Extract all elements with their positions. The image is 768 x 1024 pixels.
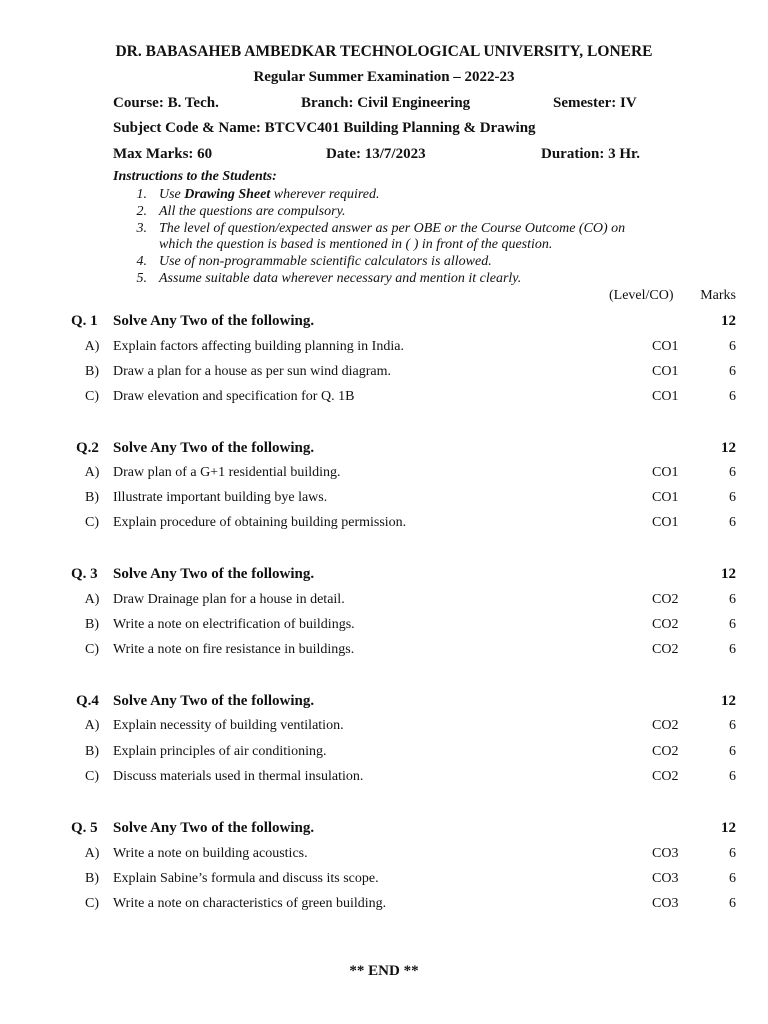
- question-number: Q. 3: [71, 566, 98, 582]
- duration-label: Duration: 3 Hr.: [541, 146, 641, 162]
- instructions-heading: Instructions to the Students:: [113, 169, 277, 184]
- sub-question-co: CO1: [652, 515, 679, 530]
- question-marks: 12: [721, 440, 736, 456]
- sub-question-marks: 6: [729, 642, 736, 657]
- sub-question-label: C): [85, 769, 99, 784]
- sub-question-text: Write a note on characteristics of green building.: [113, 896, 387, 911]
- sub-question-co: CO3: [652, 871, 679, 886]
- sub-question-marks: 6: [729, 490, 736, 505]
- sub-question-marks: 6: [729, 769, 736, 784]
- sub-question-co: CO2: [652, 718, 679, 733]
- sub-question-marks: 6: [729, 896, 736, 911]
- sub-question-co: CO1: [652, 465, 679, 480]
- sub-question-co: CO1: [652, 364, 679, 379]
- sub-question-label: A): [84, 846, 100, 861]
- sub-question-label: C): [85, 642, 99, 657]
- sub-question-label: B): [85, 364, 99, 379]
- sub-question-marks: 6: [729, 465, 736, 480]
- sub-question-text: Draw Drainage plan for a house in detail.: [113, 592, 345, 607]
- sub-question-text: Explain procedure of obtaining building permission.: [113, 515, 407, 530]
- sub-question-marks: 6: [729, 339, 736, 354]
- instruction-item: The level of question/expected answer as per OBE or the Course Outcome (CO) on: [159, 221, 626, 236]
- question-number: Q. 5: [71, 820, 98, 836]
- sub-question-marks: 6: [729, 592, 736, 607]
- question-marks: 12: [721, 820, 736, 836]
- sub-question-marks: 6: [729, 515, 736, 530]
- branch-label: Branch: Civil Engineering: [301, 95, 471, 111]
- sub-question-label: B): [85, 490, 99, 505]
- question-marks: 12: [721, 566, 736, 582]
- question-marks: 12: [721, 313, 736, 329]
- instruction-item: Use Drawing Sheet wherever required.: [159, 187, 380, 202]
- sub-question-co: CO2: [652, 642, 679, 657]
- date-label: Date: 13/7/2023: [326, 146, 426, 162]
- sub-question-marks: 6: [729, 871, 736, 886]
- instruction-number: 4.: [136, 254, 147, 269]
- instruction-item: Use of non-programmable scientific calculators is allowed.: [159, 254, 492, 269]
- sub-question-label: A): [84, 718, 100, 733]
- sub-question-co: CO2: [652, 744, 679, 759]
- sub-question-label: C): [85, 515, 99, 530]
- sub-question-text: Draw a plan for a house as per sun wind diagram.: [113, 364, 391, 379]
- question-marks: 12: [721, 693, 736, 709]
- instruction-number: 1.: [136, 187, 147, 202]
- sub-question-label: A): [84, 465, 100, 480]
- question-title: Solve Any Two of the following.: [113, 440, 315, 456]
- sub-question-text: Draw elevation and specification for Q. 1B: [113, 389, 355, 404]
- sub-question-label: A): [84, 339, 100, 354]
- course-label: Course: B. Tech.: [113, 95, 219, 111]
- sub-question-co: CO2: [652, 769, 679, 784]
- sub-question-marks: 6: [729, 846, 736, 861]
- sub-question-label: B): [85, 617, 99, 632]
- sub-question-text: Draw plan of a G+1 residential building.: [113, 465, 341, 480]
- end-marker: ** END **: [349, 963, 419, 979]
- question-title: Solve Any Two of the following.: [113, 693, 315, 709]
- exam-title: Regular Summer Examination – 2022-23: [253, 69, 515, 85]
- sub-question-text: Explain necessity of building ventilation.: [113, 718, 344, 733]
- sub-question-marks: 6: [729, 389, 736, 404]
- sub-question-marks: 6: [729, 718, 736, 733]
- semester-label: Semester: IV: [553, 95, 637, 111]
- sub-question-text: Illustrate important building bye laws.: [113, 490, 328, 505]
- sub-question-marks: 6: [729, 617, 736, 632]
- question-title: Solve Any Two of the following.: [113, 313, 315, 329]
- question-number: Q.4: [76, 693, 99, 709]
- instruction-item-continued: which the question is based is mentioned in ( ) in front of the question.: [159, 237, 553, 252]
- sub-question-text: Explain principles of air conditioning.: [113, 744, 327, 759]
- instruction-number: 2.: [136, 204, 147, 219]
- sub-question-text: Write a note on building acoustics.: [113, 846, 308, 861]
- sub-question-text: Explain Sabine’s formula and discuss its scope.: [113, 871, 379, 886]
- sub-question-co: CO1: [652, 339, 679, 354]
- sub-question-co: CO1: [652, 490, 679, 505]
- sub-question-text: Write a note on electrification of buildings.: [113, 617, 355, 632]
- sub-question-text: Explain factors affecting building planning in India.: [113, 339, 404, 354]
- university-name: DR. BABASAHEB AMBEDKAR TECHNOLOGICAL UNIVERSITY, LONERE: [115, 43, 653, 60]
- subject-label: Subject Code & Name: BTCVC401 Building Planning & Drawing: [113, 120, 536, 136]
- sub-question-co: CO3: [652, 896, 679, 911]
- question-title: Solve Any Two of the following.: [113, 820, 315, 836]
- question-number: Q. 1: [71, 313, 98, 329]
- sub-question-label: B): [85, 871, 99, 886]
- level-co-column-header: (Level/CO): [609, 288, 674, 303]
- sub-question-label: C): [85, 896, 99, 911]
- sub-question-marks: 6: [729, 744, 736, 759]
- sub-question-marks: 6: [729, 364, 736, 379]
- sub-question-label: A): [84, 592, 100, 607]
- sub-question-co: CO2: [652, 592, 679, 607]
- sub-question-text: Write a note on fire resistance in buildings.: [113, 642, 355, 657]
- marks-column-header: Marks: [700, 288, 736, 303]
- instruction-item: All the questions are compulsory.: [159, 204, 346, 219]
- max-marks-label: Max Marks: 60: [113, 146, 213, 162]
- instruction-number: 5.: [136, 271, 147, 286]
- sub-question-label: C): [85, 389, 99, 404]
- instruction-number: 3.: [136, 221, 147, 236]
- sub-question-co: CO3: [652, 846, 679, 861]
- instruction-item: Assume suitable data wherever necessary and mention it clearly.: [159, 271, 522, 286]
- sub-question-label: B): [85, 744, 99, 759]
- question-title: Solve Any Two of the following.: [113, 566, 315, 582]
- sub-question-co: CO1: [652, 389, 679, 404]
- question-number: Q.2: [76, 440, 99, 456]
- sub-question-text: Discuss materials used in thermal insulation.: [113, 769, 364, 784]
- drawing-sheet-emphasis: Drawing Sheet: [184, 187, 271, 202]
- sub-question-co: CO2: [652, 617, 679, 632]
